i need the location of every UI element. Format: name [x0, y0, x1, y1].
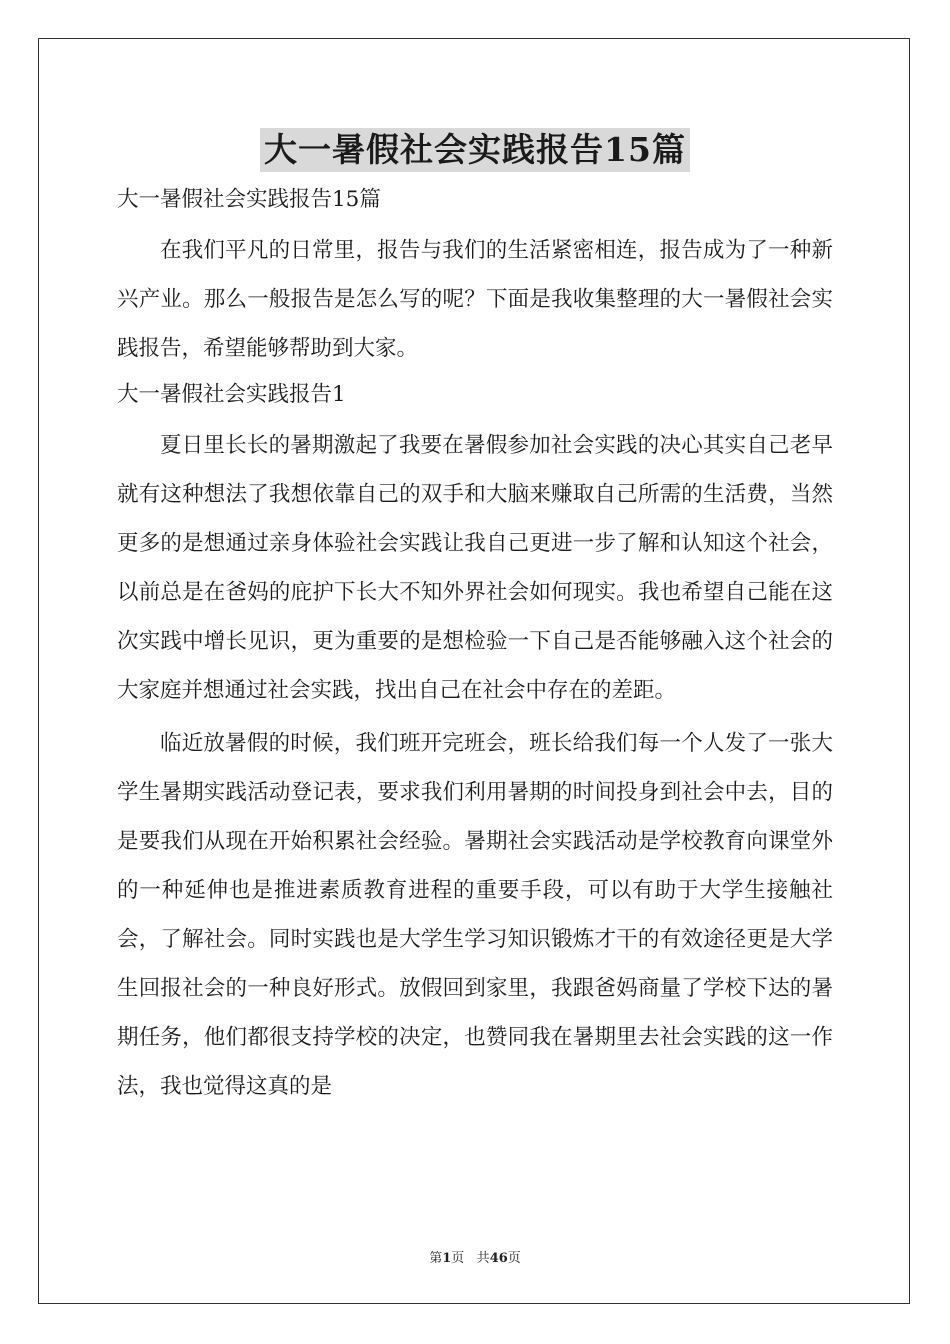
page-number-current: 1 [442, 1251, 452, 1266]
total-suffix: 页 [507, 1251, 521, 1266]
page-footer [0, 1247, 950, 1266]
page-suffix: 页 [451, 1251, 465, 1266]
intro-paragraph: 在我们平凡的日常里，报告与我们的生活紧密相连，报告成为了一种新兴产业。那么一般报告是怎么写的呢？下面是我收集整理的大一暑假社会实践报告，希望能够帮助到大家。 [117, 238, 833, 361]
section-heading: 大一暑假社会实践报告1 [117, 382, 346, 407]
document-title: 大一暑假社会实践报告15篇 [260, 128, 690, 172]
document-body [117, 178, 833, 1111]
body-paragraph-1: 夏日里长长的暑期激起了我要在暑假参加社会实践的决心其实自己老早就有这种想法了我想依靠自己的双手和大脑来赚取自己所需的生活费，当然更多的是想通过亲身体验社会实践让我自己更进一步了解和认知这个社会，以前总是在爸妈的庇护下长大不知外界社会如何现实。我也希望自己能在这次实践中增长见识，更为重要的是想检验一下自己是否能够融入这个社会的大家庭并想通过社会实践，找出自己在社会中存在的差距。 [117, 433, 833, 703]
title-wrap [0, 128, 950, 172]
page-prefix: 第 [429, 1251, 443, 1266]
body-paragraph-2: 临近放暑假的时候，我们班开完班会，班长给我们每一个人发了一张大学生暑期实践活动登记表，要求我们利用暑期的时间投身到社会中去，目的是要我们从现在开始积累社会经验。暑期社会实践活动是学校教育向课堂外的一种延伸也是推进素质教育进程的重要手段，可以有助于大学生接触社会，了解社会。同时实践也是大学生学习知识锻炼才干的有效途径更是大学生回报社会的一种良好形式。放假回到家里，我跟爸妈商量了学校下达的暑期任务，他们都很支持学校的决定，也赞同我在暑期里去社会实践的这一作法，我也觉得这真的是 [117, 731, 833, 1099]
total-prefix: 共 [476, 1251, 490, 1266]
page-number-total: 46 [489, 1251, 508, 1266]
document-subtitle: 大一暑假社会实践报告15篇 [117, 187, 381, 212]
